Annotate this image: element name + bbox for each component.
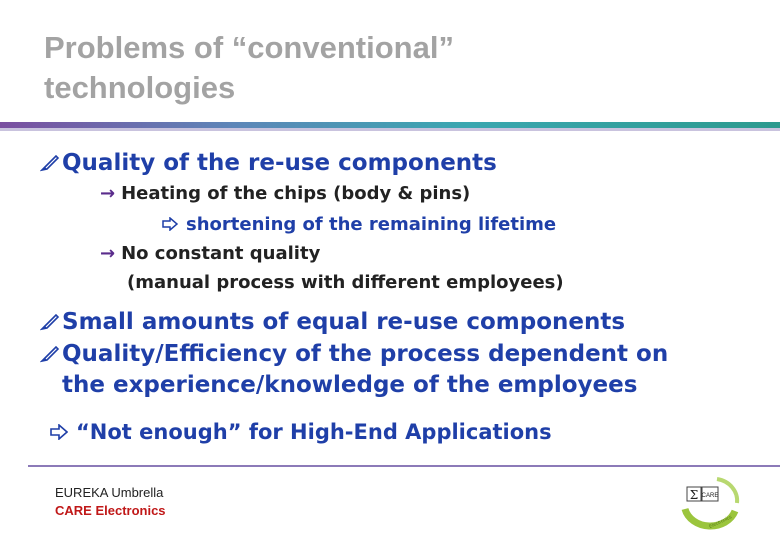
- hollow-arrow-icon: [50, 421, 68, 445]
- sub-no-constant: [100, 243, 320, 264]
- bullet-efficiency-text-2: the experience/knowledge of the employees: [62, 372, 638, 398]
- pencil-bullet-icon: [40, 150, 62, 176]
- slide-title: [44, 28, 684, 108]
- conclusion: [50, 420, 552, 445]
- hollow-arrow-icon: [162, 215, 178, 236]
- sub-manual: [127, 272, 564, 293]
- sub-no-constant-text: No constant quality: [121, 243, 321, 264]
- sub-shortening: [162, 214, 556, 236]
- title-line-2: technologies: [44, 70, 236, 105]
- footer-line-2: CARE Electronics: [55, 503, 166, 518]
- conclusion-text: “Not enough” for High-End Applications: [76, 420, 552, 444]
- sub-heating: [100, 183, 470, 204]
- bullet-efficiency-text-1: Quality/Efficiency of the process dependent on: [62, 341, 669, 367]
- sigma-symbol: Σ: [689, 488, 699, 502]
- bullet-small-amounts: [40, 309, 625, 335]
- care-logo: [677, 473, 741, 531]
- sub-heating-text: Heating of the chips (body & pins): [121, 183, 471, 204]
- bullet-quality: [40, 150, 497, 176]
- pencil-bullet-icon: [40, 341, 62, 367]
- sub-shortening-text: shortening of the remaining lifetime: [186, 214, 557, 235]
- ring-text: Electronics: [708, 514, 733, 530]
- bullet-efficiency-cont: [62, 372, 637, 398]
- title-divider-shadow: [0, 128, 780, 131]
- bullet-quality-text: Quality of the re-use components: [62, 150, 497, 176]
- footer-divider: [28, 465, 780, 467]
- title-line-1: Problems of “conventional”: [44, 30, 454, 65]
- care-label: CARE: [701, 493, 719, 499]
- arrow-right-icon: →: [100, 183, 116, 204]
- sub-manual-text: (manual process with different employees): [127, 272, 564, 293]
- bullet-small-amounts-text: Small amounts of equal re-use components: [62, 309, 626, 335]
- pencil-bullet-icon: [40, 309, 62, 335]
- arrow-right-icon: →: [100, 243, 116, 264]
- bullet-efficiency: [40, 341, 668, 367]
- footer-line-1: EUREKA Umbrella: [55, 485, 164, 500]
